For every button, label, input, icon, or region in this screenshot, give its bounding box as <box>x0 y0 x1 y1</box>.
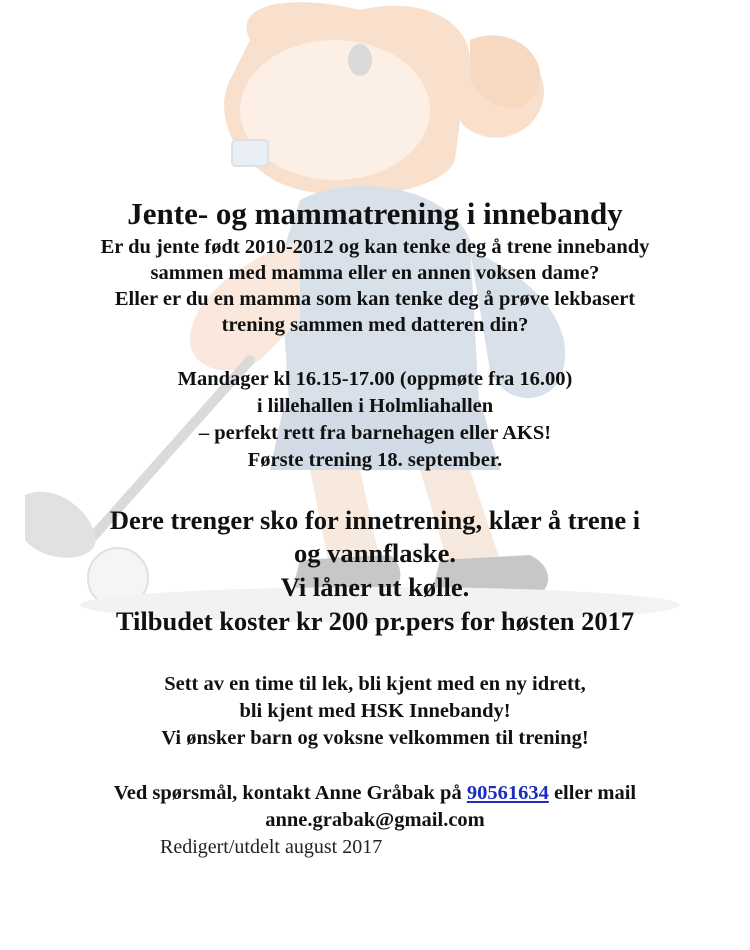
schedule-line: Mandager kl 16.15-17.00 (oppmøte fra 16.00) <box>177 368 573 390</box>
price-line: Tilbudet koster kr 200 pr.pers for høsten 2017 <box>115 606 635 636</box>
schedule-line: Første trening 18. september. <box>247 449 503 471</box>
welcome-line: Sett av en time til lek, bli kjent med en ny idrett, <box>164 673 586 695</box>
intro-line: sammen med mamma eller en annen voksen dame? <box>150 262 600 284</box>
equipment-line: Vi låner ut kølle. <box>280 572 470 602</box>
intro-line: trening sammen med datteren din? <box>221 314 529 336</box>
contact-line <box>0 782 750 805</box>
intro-line: Er du jente født 2010-2012 og kan tenke deg å trene innebandy <box>100 236 650 258</box>
contact-email: anne.grabak@gmail.com <box>265 809 485 831</box>
contact-suffix: eller mail <box>548 782 637 804</box>
schedule-line: – perfekt rett fra barnehagen eller AKS! <box>198 422 552 444</box>
equipment-line: og vannflaske. <box>294 538 456 568</box>
welcome-line: Vi ønsker barn og voksne velkommen til trening! <box>161 727 589 749</box>
welcome-line: bli kjent med HSK Innebandy! <box>239 700 511 722</box>
phone-link[interactable]: 90561634 <box>466 782 549 804</box>
edited-note: Redigert/utdelt august 2017 <box>160 836 383 858</box>
equipment-line: Dere trenger sko for innetrening, klær å trene i <box>109 505 641 535</box>
intro-line: Eller er du en mamma som kan tenke deg å prøve lekbasert <box>114 288 636 310</box>
flyer-title: Jente- og mammatrening i innebandy <box>127 196 623 231</box>
contact-prefix: Ved spørsmål, kontakt Anne Gråbak på <box>113 782 467 804</box>
schedule-line: i lillehallen i Holmliahallen <box>256 395 494 417</box>
